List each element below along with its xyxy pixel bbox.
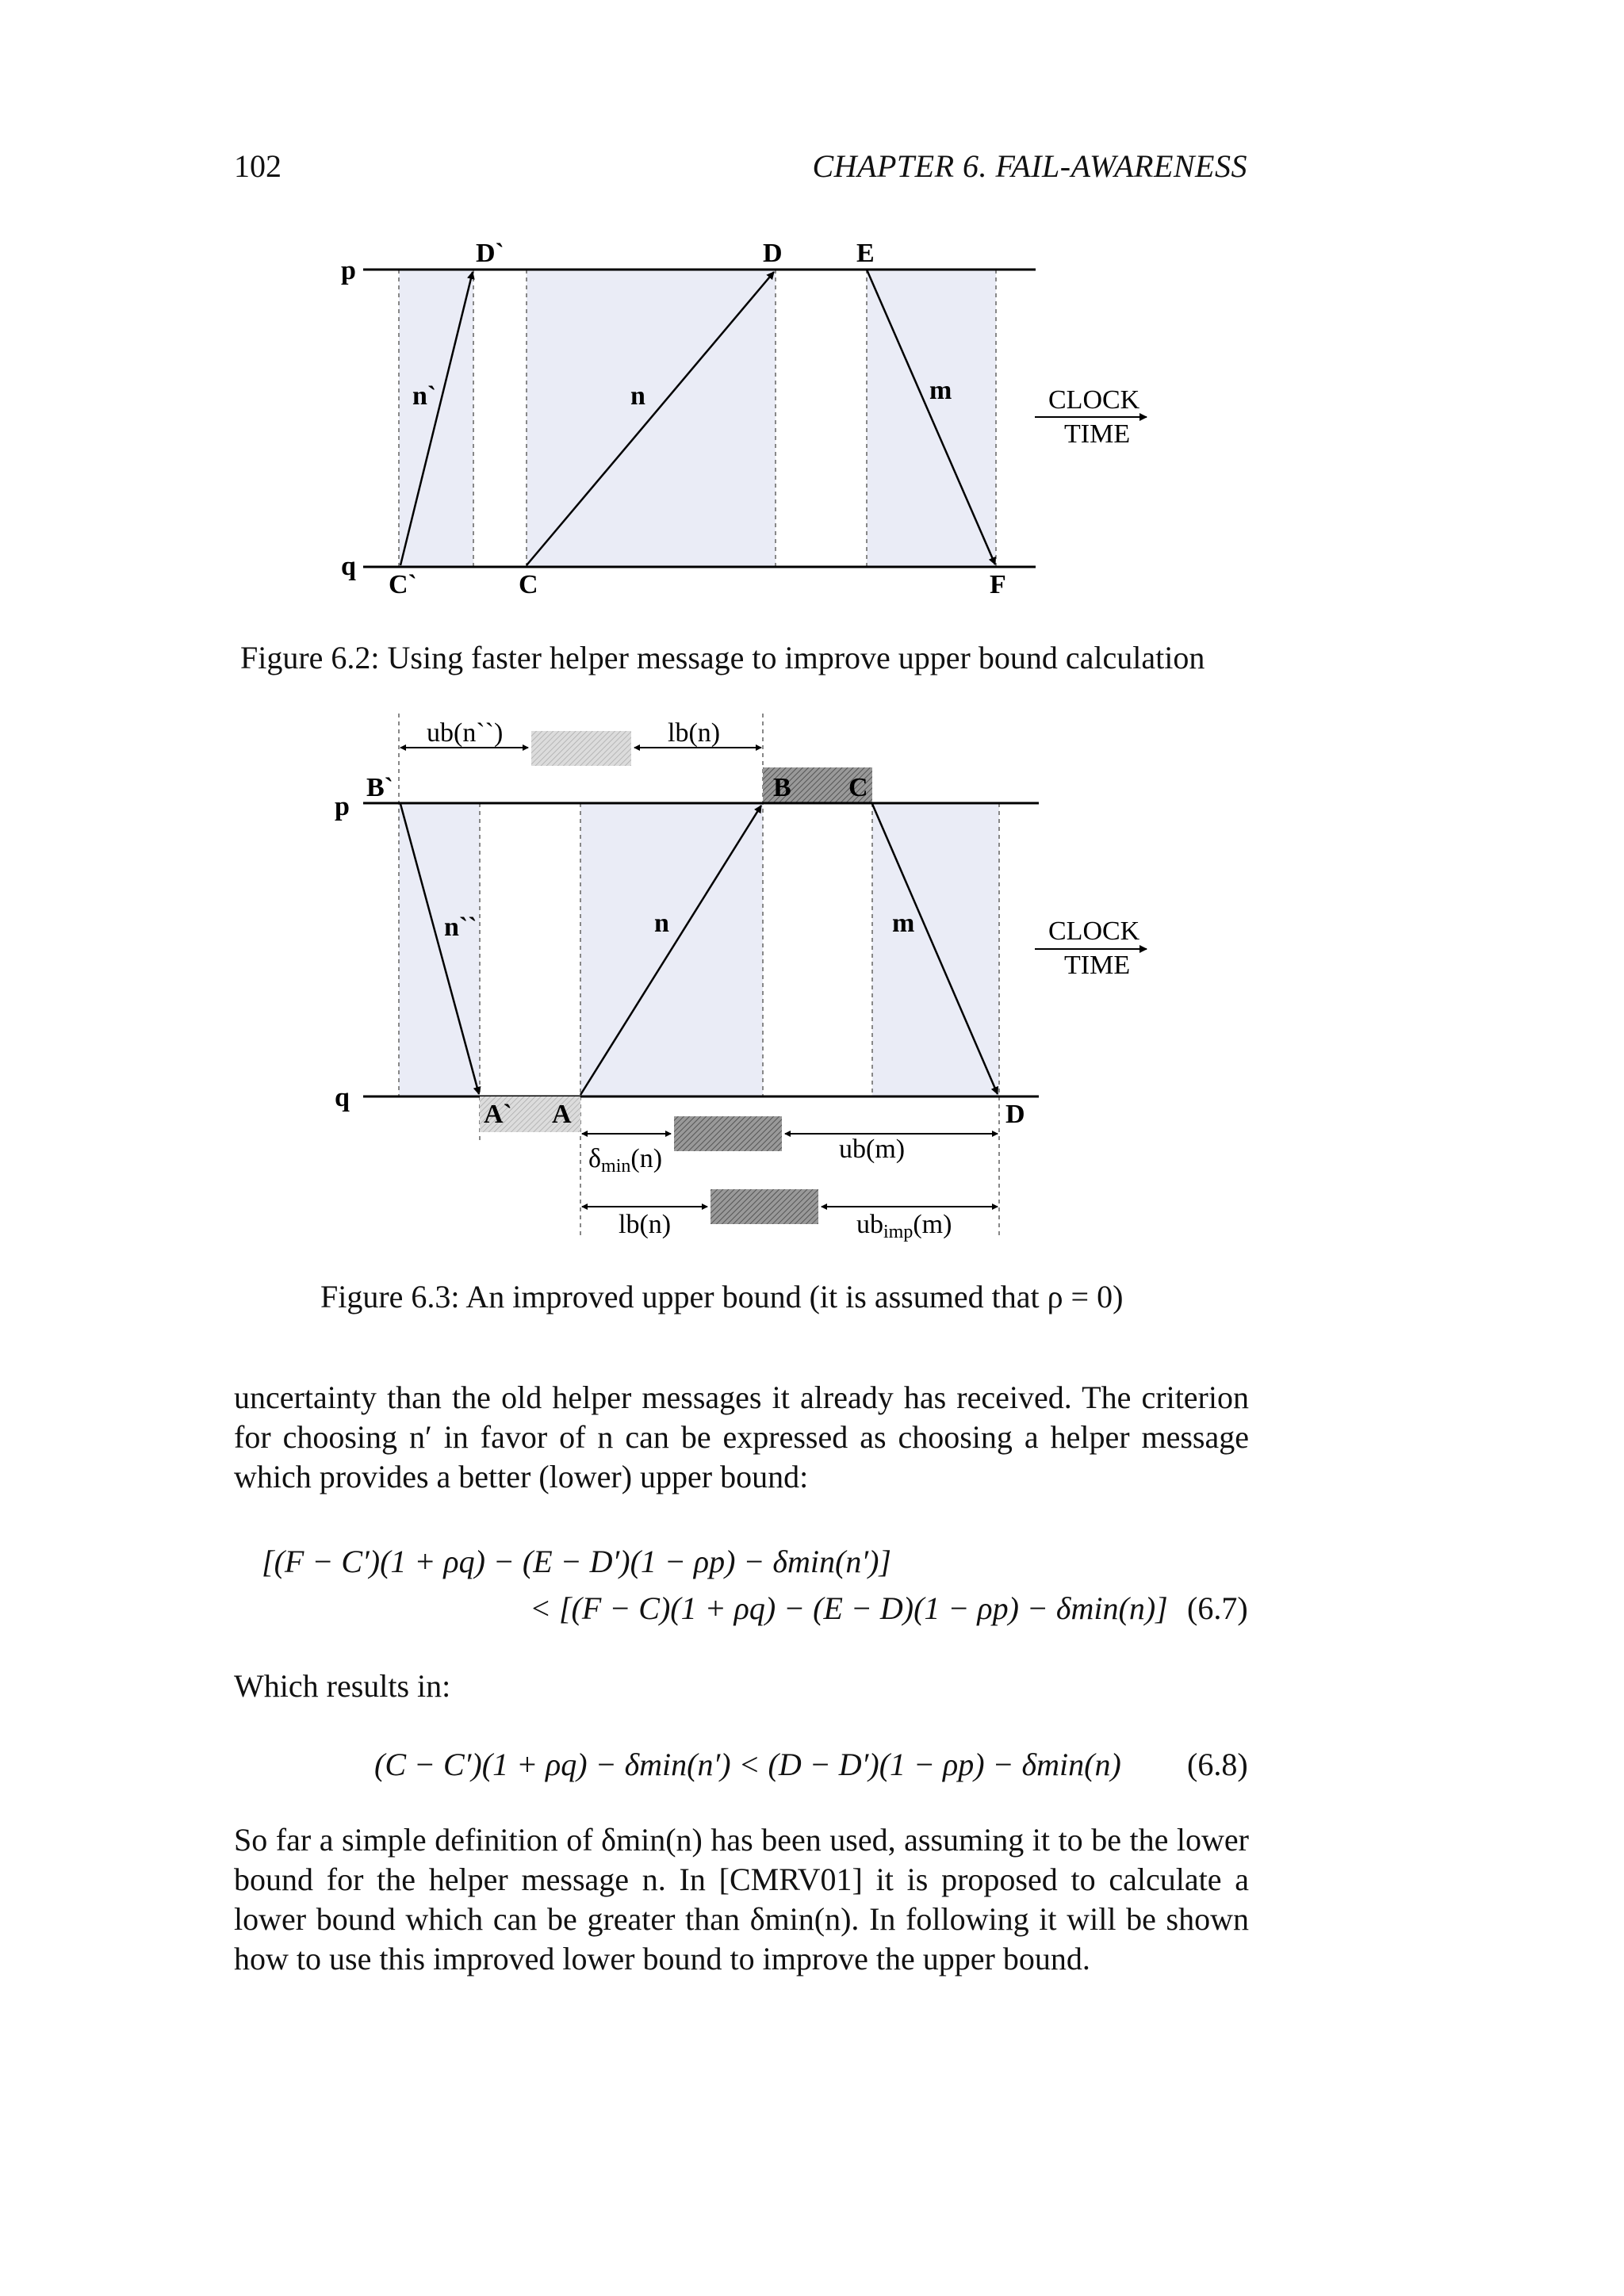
clock-label: CLOCK [1048,916,1140,946]
ub-imp-m-label: ubimp(m) [856,1210,952,1242]
message-label-m: m [929,376,952,405]
time-label: TIME [1064,419,1131,449]
equation-6-7-line-1: [(F − C′)(1 + ρq) − (E − D′)(1 − ρp) − δmin(n′)] [262,1544,891,1579]
paragraph-results: Which results in: [234,1668,451,1704]
hatched-gap-delta [674,1116,782,1151]
ub-m-label: ub(m) [839,1135,906,1164]
clock-label: CLOCK [1048,385,1140,415]
time-label: TIME [1064,951,1131,980]
event-label-b: B [773,773,791,802]
figure-6-3-caption: Figure 6.3: An improved upper bound (it is assumed that ρ = 0) [320,1279,1124,1314]
label-p: p [335,792,350,821]
message-label-m: m [892,909,915,938]
figure-6-2-caption: Figure 6.2: Using faster helper message to improve upper bound calculation [240,640,1205,675]
event-label-d: D [1005,1100,1025,1129]
lb-n-bottom-label: lb(n) [619,1210,672,1239]
delta-min-label: δmin(n) [588,1144,663,1177]
lb-n-top-label: lb(n) [668,718,721,748]
paragraph-delta-min: So far a simple definition of δmin(n) has been used, assuming it to be the lower bound for the helper message n. In [CMRV01] it is proposed to calculate a lower bound which can be greater than δmin(n). In following it will be shown how to use this improved lower bound to improve the upper bound. [234,1822,1249,1976]
figure-6-3 [0,706,1624,1245]
message-label-n-prime: n` [412,381,437,411]
event-label-f: F [990,570,1006,599]
equation-number-6-8: (6.8) [1187,1747,1248,1782]
paragraph-criterion: uncertainty than the old helper messages it already has received. The criterion for choosing n′ in favor of n can be expressed as choosing a helper message which provides a better (lower) upper bound: [234,1380,1249,1494]
page-number: 102 [234,148,282,184]
hatched-gap-top [531,731,631,766]
event-label-d: D [763,239,783,268]
equation-6-8: (C − C′)(1 + ρq) − δmin(n′) < (D − D′)(1 − ρp) − δmin(n) [374,1747,1121,1782]
label-p: p [341,256,356,285]
running-header: CHAPTER 6. FAIL-AWARENESS [812,148,1247,184]
message-label-n: n [630,381,645,411]
message-label-n-double-prime: n`` [444,913,477,942]
event-label-a-prime: A` [484,1100,512,1129]
event-label-e: E [856,239,875,268]
event-label-a: A [552,1100,572,1129]
label-q: q [341,552,356,581]
message-label-n: n [654,909,669,938]
event-label-c: C [848,773,868,802]
event-label-c: C [519,570,538,599]
event-label-c-prime: C` [389,570,417,599]
equation-6-7-line-2: < [(F − C)(1 + ρq) − (E − D)(1 − ρp) − δmin(n)] [530,1590,1168,1626]
ub-n-double-prime-label: ub(n``) [427,718,504,748]
hatched-gap-lb [710,1189,818,1224]
event-label-d-prime: D` [476,239,504,268]
equation-number-6-7: (6.7) [1187,1590,1248,1626]
event-label-b-prime: B` [366,773,393,802]
label-q: q [335,1083,350,1112]
